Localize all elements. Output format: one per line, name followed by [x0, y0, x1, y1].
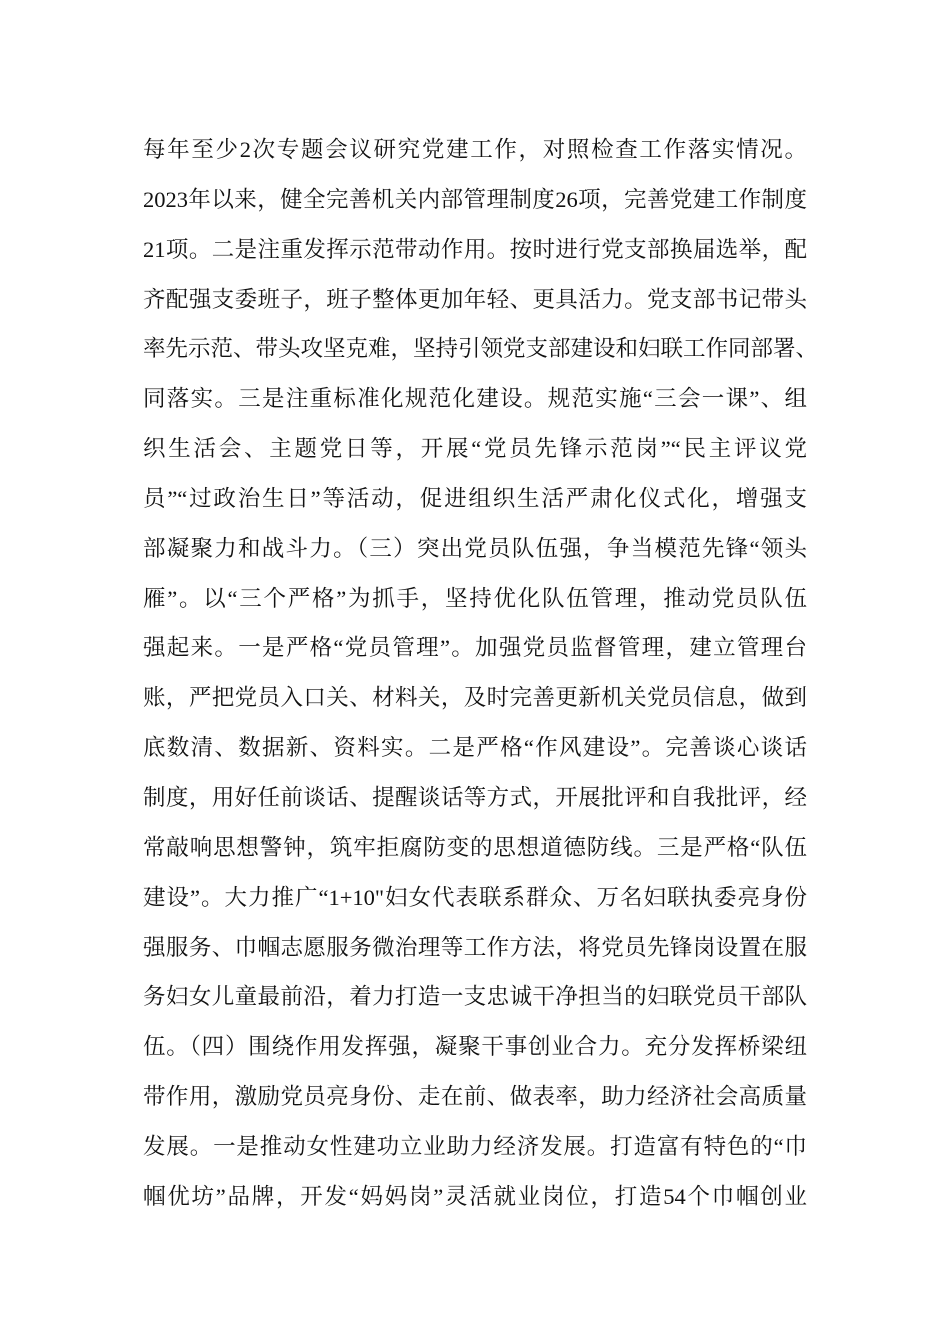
text-line: 部凝聚力和战斗力。（三）突出党员队伍强，争当模范先锋“领头	[143, 535, 807, 561]
text-line: 强服务、巾帼志愿服务微治理等工作方法，将党员先锋岗设置在服	[143, 934, 807, 960]
text-line: 帼优坊”品牌，开发“妈妈岗”灵活就业岗位，打造54个巾帼创业	[143, 1183, 807, 1209]
text-line: 织生活会、主题党日等，开展“党员先锋示范岗”“民主评议党	[143, 436, 807, 462]
text-line: 率先示范、带头攻坚克难，坚持引领党支部建设和妇联工作同部署、	[143, 336, 819, 362]
text-line: 2023年以来，健全完善机关内部管理制度26项，完善党建工作制度	[143, 186, 807, 212]
text-line: 强起来。一是严格“党员管理”。加强党员监督管理，建立管理台	[143, 635, 807, 661]
text-line: 底数清、数据新、资料实。二是严格“作风建设”。完善谈心谈话	[143, 735, 807, 761]
text-line: 制度，用好任前谈话、提醒谈话等方式，开展批评和自我批评，经	[143, 784, 807, 810]
text-line: 发展。一是推动女性建功立业助力经济发展。打造富有特色的“巾	[143, 1133, 807, 1159]
text-line: 齐配强支委班子，班子整体更加年轻、更具活力。党支部书记带头	[143, 286, 807, 312]
body-paragraph	[143, 133, 819, 1230]
text-line: 常敲响思想警钟，筑牢拒腐防变的思想道德防线。三是严格“队伍	[143, 834, 807, 860]
text-line: 带作用，激励党员亮身份、走在前、做表率，助力经济社会高质量	[143, 1084, 807, 1110]
text-line: 21项。二是注重发挥示范带动作用。按时进行党支部换届选举，配	[143, 236, 807, 262]
text-line: 账，严把党员入口关、材料关，及时完善更新机关党员信息，做到	[143, 685, 807, 711]
text-line: 务妇女儿童最前沿，着力打造一支忠诚干净担当的妇联党员干部队	[143, 984, 807, 1010]
text-line: 建设”。大力推广“1+10"妇女代表联系群众、万名妇联执委亮身份	[143, 884, 807, 910]
text-line: 每年至少2次专题会议研究党建工作，对照检查工作落实情况。	[143, 137, 807, 162]
text-line: 同落实。三是注重标准化规范化建设。规范实施“三会一课”、组	[143, 386, 807, 412]
text-line: 员”“过政治生日”等活动，促进组织生活严肃化仪式化，增强支	[143, 485, 807, 511]
text-line: 雁”。以“三个严格”为抓手，坚持优化队伍管理，推动党员队伍	[143, 585, 807, 611]
text-line: 伍。（四）围绕作用发挥强，凝聚干事创业合力。充分发挥桥梁纽	[143, 1034, 807, 1060]
